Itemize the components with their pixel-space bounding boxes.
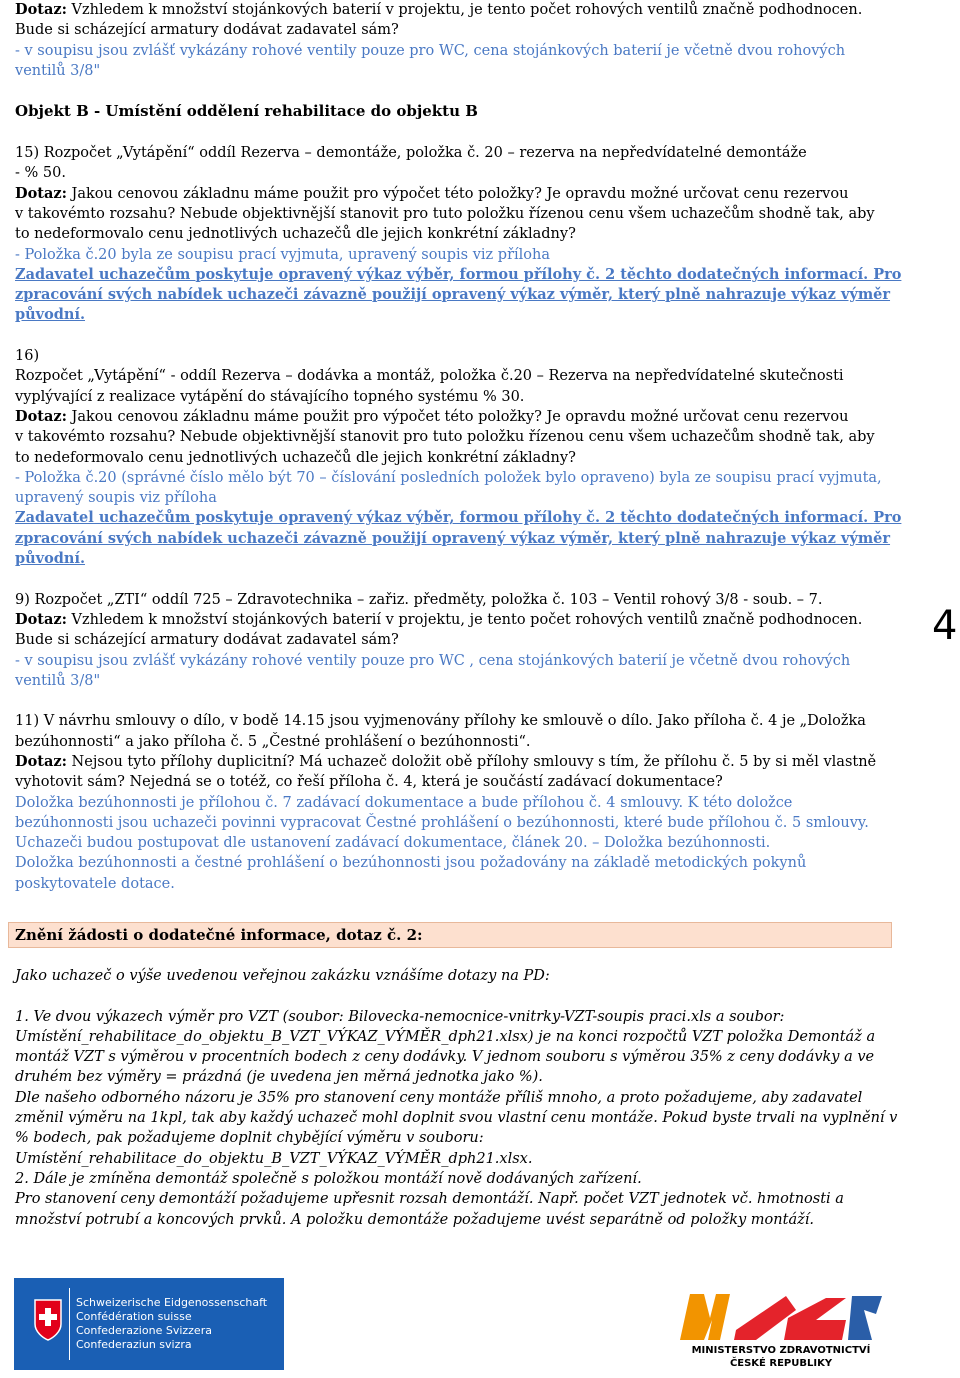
text-segment: bezúhonnosti“ a jako příloha č. 5 „Čestné prohlášení o bezúhonnosti“. [15,733,531,750]
text-line [15,529,891,549]
question-label: Dotaz: [15,610,67,628]
request-line: druhém bez výměry = prázdná (je uvedena jen měrná jednotka jako %). [15,1069,543,1086]
text-line [15,590,885,610]
text-segment: Doložka bezúhonnosti je přílohou č. 7 zadávací dokumentace a bude přílohou č. 4 smlouvy. K této doložce [15,794,793,811]
ministry-logo-text [676,1344,886,1370]
text-line [15,123,885,143]
text-line [15,143,885,163]
text-segment: poskytovatele dotace. [15,875,175,892]
text-segment: ventilů 3/8" [15,62,101,79]
request-line: změnil výměru na 1kpl, tak aby každý uchazeč mohl doplnit svou vlastní cenu montáže. Pokud byste trvali na vyplnění v [15,1110,898,1127]
text-segment: 9) Rozpočet „ZTI“ oddíl 725 – Zdravotechnika – zařiz. předměty, položka č. 103 – Ventil rohový 3/8 - soub. – 7. [15,591,823,608]
text-line [15,691,885,711]
request-heading-box [8,922,892,948]
text-line [15,793,885,813]
text-line [15,468,885,488]
request-line: Umístění_rehabilitace_do_objektu_B_VZT_VÝKAZ_VÝMĚR_dph21.xlsx. [15,1150,533,1167]
text-line [15,20,885,40]
swiss-logo-line: Schweizerische Eidgenossenschaft [76,1296,268,1309]
request-line: % bodech, pak požadujeme doplnit chybějící výměru v souboru: [15,1130,484,1147]
logo-separator [69,1288,70,1360]
text-segment: - Položka č.20 (správné číslo mělo být 70 – číslování posledních položek bylo opraveno) byla ze soupisu prací vyjmuta, [15,469,882,486]
text-segment: 16) [15,348,40,365]
text-segment: Objekt B - Umístění oddělení rehabilitace do objektu B [15,102,478,121]
text-line [15,508,902,528]
text-line [15,549,885,569]
text-segment: původní. [15,550,86,568]
request-line: Pro stanovení ceny demontáží požadujeme upřesnit rozsah demontáží. Např. počet VZT jednotek vč. hmotnosti a [15,1191,844,1208]
text-line [15,407,885,427]
ministry-emblem-icon [676,1290,886,1342]
text-segment: - v soupisu jsou zvlášť vykázány rohové ventily pouze pro WC , cena stojánkových baterií je včetně dvou rohových [15,652,851,669]
text-line [15,204,885,224]
text-line [15,448,885,468]
swiss-logo-line: Confederazione Svizzera [76,1324,212,1337]
text-line [15,671,885,691]
text-segment: Vzhledem k množství stojánkových baterií v projektu, je tento počet rohových ventilů značně podhodnocen. [66,2,863,18]
text-line [15,265,902,285]
text-line [15,224,885,244]
request-section [15,966,898,1230]
request-line: 1. Ve dvou výkazech výměr pro VZT (soubor: Bilovecka-nemocnice-vnitrky-VZT-soupis praci.xls a soubor: [15,1008,785,1025]
text-line [15,387,885,407]
text-segment: 15) Rozpočet „Vytápění“ oddíl Rezerva – demontáže, položka č. 20 – rezerva na nepředvídatelné demontáže [15,145,807,162]
request-line [15,986,885,1006]
text-segment: vyhotovit sám? Nejedná se o totéž, co řeší příloha č. 4, která je součástí zadávací dokumentace? [15,774,723,791]
text-segment: bezúhonnosti jsou uchazeči povinni vypracovat Čestné prohlášení o bezúhonnosti, které bude přílohou č. 5 smlouvy. [15,814,869,831]
text-line [15,61,885,81]
request-line: množství potrubí a koncových prvků. A položku demontáže požadujeme uvést separátně od položky montáží. [15,1211,814,1228]
text-line [15,245,885,265]
text-segment: Uchazeči budou postupovat dle ustanovení zadávací dokumentace, článek 20. – Doložka bezúhonnosti. [15,835,771,852]
question-label: Dotaz: [15,184,67,202]
question-label: Dotaz: [15,752,67,770]
text-line [15,346,885,366]
text-segment: Jakou cenovou základnu máme použit pro výpočet této položky? Je opravdu možné určovat cenu rezervou [66,185,849,202]
text-segment: Vzhledem k množství stojánkových baterií v projektu, je tento počet rohových ventilů značně podhodnocen. [66,611,863,628]
text-line [15,41,885,61]
swiss-confederation-logo [14,1278,284,1370]
ministry-health-logo [676,1290,886,1374]
text-line [15,184,885,204]
text-line [15,427,885,447]
document-body [15,0,902,894]
text-segment: to nedeformovalo cenu jednotlivých uchazečů dle jejich konkrétní základny? [15,226,576,243]
text-line [15,711,885,731]
text-segment: Bude si scházející armatury dodávat zadavatel sám? [15,22,399,39]
text-segment: Doložka bezúhonnosti a čestné prohlášení o bezúhonnosti jsou požadovány na základě metodických pokynů [15,855,807,872]
text-segment: - Položka č.20 byla ze soupisu prací vyjmuta, upravený soupis viz příloha [15,246,551,263]
text-segment: Bude si scházející armatury dodávat zadavatel sám? [15,632,399,649]
text-line [15,326,885,346]
text-line [15,752,885,772]
text-segment: 11) V návrhu smlouvy o dílo, v bodě 14.15 jsou vyjmenovány přílohy ke smlouvě o dílo. Jako příloha č. 4 je „Doložka [15,713,866,730]
page-number: 4 [932,603,958,649]
text-line [15,732,885,752]
text-segment: Zadavatel uchazečům poskytuje opravený výkaz výběr, formou přílohy č. 2 těchto dodatečných informací. Pro [15,265,902,283]
text-segment: ventilů 3/8" [15,672,101,689]
request-heading: Znění žádosti o dodatečné informace, dotaz č. 2: [15,926,423,944]
text-line [15,101,885,122]
swiss-shield-icon [33,1298,63,1342]
text-segment: zpracování svých nabídek uchazeči závazně použijí opravený výkaz výměr, který plně nahrazuje výkaz výměr [15,286,891,304]
swiss-logo-line: Confédération suisse [76,1310,192,1323]
swiss-logo-text [76,1296,267,1352]
text-line [15,833,885,853]
text-segment: Nejsou tyto přílohy duplicitní? Má uchazeč doložit obě přílohy smlouvy s tím, že přílohu č. 5 by si měl vlastně [66,753,877,770]
text-line [15,81,885,101]
text-line [15,163,885,183]
text-line [15,772,885,792]
request-line: Umístění_rehabilitace_do_objektu_B_VZT_VÝKAZ_VÝMĚR_dph21.xlsx) je na konci rozpočtů VZT položka Demontáž a [15,1028,876,1045]
text-segment: Rozpočet „Vytápění“ - oddíl Rezerva – dodávka a montáž, položka č.20 – Rezerva na nepředvídatelné skutečnosti [15,368,844,385]
text-line [15,630,885,650]
text-line [15,569,885,589]
text-segment: upravený soupis viz příloha [15,490,217,507]
text-line [15,651,885,671]
text-line [15,0,885,20]
text-segment: zpracování svých nabídek uchazeči závazně použijí opravený výkaz výměr, který plně nahrazuje výkaz výměr [15,529,891,547]
text-segment: Zadavatel uchazečům poskytuje opravený výkaz výběr, formou přílohy č. 2 těchto dodatečných informací. Pro [15,509,902,527]
text-segment: - % 50. [15,165,66,182]
text-segment: vyplývající z realizace vytápění do stávajícího topného systému % 30. [15,388,525,405]
text-segment: Jakou cenovou základnu máme použit pro výpočet této položky? Je opravdu možné určovat cenu rezervou [66,408,849,425]
question-label: Dotaz: [15,1,67,18]
text-segment: to nedeformovalo cenu jednotlivých uchazečů dle jejich konkrétní základny? [15,449,576,466]
text-line [15,305,885,325]
text-line [15,874,885,894]
text-line [15,285,891,305]
ministry-logo-line: ČESKÉ REPUBLIKY [729,1358,833,1369]
text-line [15,610,885,630]
request-line: Dle našeho odborného názoru je 35% pro stanovení ceny montáže příliš mnoho, a proto požadujeme, aby zadavatel [15,1089,863,1106]
swiss-logo-line: Confederaziun svizra [76,1338,192,1351]
request-line: 2. Dále je zmíněna demontáž společně s položkou montáží nově dodávaných zařízení. [15,1170,642,1187]
answer-section [15,0,902,894]
text-segment: v takovémto rozsahu? Nebude objektivnější stanovit pro tuto položku řízenou cenu všem uchazečům shodně tak, aby [15,205,875,222]
text-line [15,853,885,873]
text-segment: v takovémto rozsahu? Nebude objektivnější stanovit pro tuto položku řízenou cenu všem uchazečům shodně tak, aby [15,429,875,446]
text-line [15,813,885,833]
text-line [15,366,885,386]
text-line [15,488,885,508]
request-line: montáž VZT s výměrou v procentních bodech z ceny dodávky. V jednom souboru s výměrou 35% z ceny dodávky a ve [15,1049,875,1066]
request-line: Jako uchazeč o výše uvedenou veřejnou zakázku vznášíme dotazy na PD: [15,968,550,984]
question-label: Dotaz: [15,407,67,425]
ministry-logo-line: MINISTERSTVO ZDRAVOTNICTVÍ [691,1345,871,1356]
text-segment: původní. [15,306,86,324]
text-segment: - v soupisu jsou zvlášť vykázány rohové ventily pouze pro WC, cena stojánkových baterií je včetně dvou rohových [15,42,846,59]
